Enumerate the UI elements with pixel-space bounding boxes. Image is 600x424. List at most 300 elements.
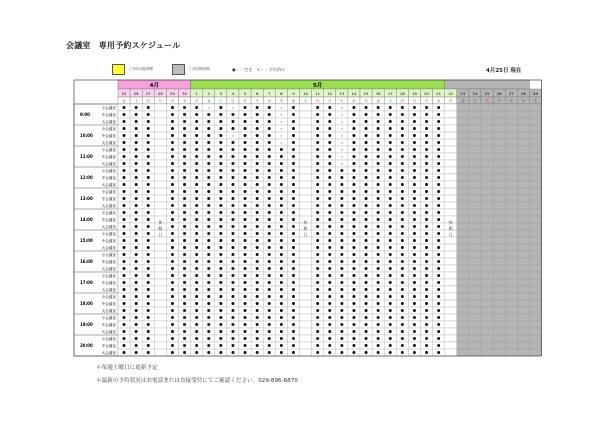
available-dot xyxy=(135,141,138,144)
schedule-cell xyxy=(481,244,493,251)
available-dot xyxy=(425,344,428,347)
available-dot xyxy=(437,344,440,347)
time-label: 12:00 xyxy=(80,175,93,180)
available-dot xyxy=(123,316,126,319)
schedule-cell xyxy=(154,146,166,153)
day-number: 2 xyxy=(207,90,210,96)
available-dot xyxy=(365,316,368,319)
available-dot xyxy=(231,162,234,165)
available-dot xyxy=(268,232,271,235)
schedule-cell xyxy=(457,195,469,202)
available-dot xyxy=(340,190,343,193)
available-dot xyxy=(413,239,416,242)
available-dot xyxy=(292,204,295,207)
schedule-cell xyxy=(154,104,166,111)
available-dot xyxy=(316,239,319,242)
available-dot xyxy=(219,127,222,130)
available-dot xyxy=(377,232,380,235)
day-number: 24 xyxy=(472,90,478,96)
schedule-cell xyxy=(300,258,312,265)
available-dot xyxy=(147,113,150,116)
available-dot xyxy=(268,155,271,158)
available-dot xyxy=(207,323,210,326)
room-label: 中会議室 xyxy=(101,302,116,306)
available-dot xyxy=(219,316,222,319)
schedule-cell xyxy=(445,314,457,321)
available-dot xyxy=(244,211,247,214)
available-dot xyxy=(328,197,331,200)
available-dot xyxy=(352,197,355,200)
available-dot xyxy=(147,197,150,200)
available-dot xyxy=(437,218,440,221)
room-label: 大会議室 xyxy=(101,120,116,124)
available-dot xyxy=(183,197,186,200)
available-dot xyxy=(401,225,404,228)
available-dot xyxy=(280,281,283,284)
available-dot xyxy=(377,337,380,340)
available-dot xyxy=(328,288,331,291)
available-dot xyxy=(437,106,440,109)
available-dot xyxy=(135,302,138,305)
day-number: 29 xyxy=(170,90,175,96)
schedule-cell xyxy=(481,160,493,167)
available-dot xyxy=(219,204,222,207)
weekday-label: 火 xyxy=(170,99,175,103)
available-dot xyxy=(352,232,355,235)
available-dot xyxy=(292,253,295,256)
available-dot xyxy=(207,162,210,165)
schedule-cell xyxy=(154,195,166,202)
schedule-cell xyxy=(457,209,469,216)
available-dot xyxy=(219,113,222,116)
available-dot xyxy=(231,176,234,179)
weekday-label: 土 xyxy=(303,99,308,103)
schedule-cell xyxy=(445,104,457,111)
available-dot xyxy=(413,274,416,277)
available-dot xyxy=(195,134,198,137)
reserved-mark: × xyxy=(279,127,283,132)
available-dot xyxy=(268,211,271,214)
available-dot xyxy=(219,197,222,200)
available-dot xyxy=(147,232,150,235)
available-dot xyxy=(328,134,331,137)
available-dot xyxy=(352,183,355,186)
available-dot xyxy=(340,183,343,186)
day-number: 17 xyxy=(387,90,393,96)
schedule-cell xyxy=(529,118,541,125)
schedule-cell xyxy=(300,314,312,321)
available-dot xyxy=(316,113,319,116)
available-dot xyxy=(268,197,271,200)
schedule-cell xyxy=(481,251,493,258)
available-dot xyxy=(256,204,259,207)
available-dot xyxy=(389,190,392,193)
available-dot xyxy=(316,316,319,319)
schedule-cell xyxy=(481,307,493,314)
room-label: 小会議室 xyxy=(101,211,116,215)
available-dot xyxy=(425,127,428,130)
schedule-cell xyxy=(481,167,493,174)
available-dot xyxy=(135,218,138,221)
available-dot xyxy=(123,176,126,179)
available-dot xyxy=(256,288,259,291)
available-dot xyxy=(377,155,380,158)
available-dot xyxy=(147,253,150,256)
schedule-cell xyxy=(300,286,312,293)
schedule-cell xyxy=(529,139,541,146)
schedule-cell xyxy=(505,118,517,125)
available-dot xyxy=(195,169,198,172)
available-dot xyxy=(244,169,247,172)
available-dot xyxy=(147,344,150,347)
available-dot xyxy=(413,316,416,319)
weekday-label: 火 xyxy=(340,99,344,103)
available-dot xyxy=(231,204,234,207)
room-label: 中会議室 xyxy=(101,197,116,201)
available-dot xyxy=(244,260,247,263)
as-of-date: 4月25日 現在 xyxy=(486,68,522,74)
available-dot xyxy=(195,281,198,284)
available-dot xyxy=(437,162,440,165)
available-dot xyxy=(231,197,234,200)
available-dot xyxy=(413,120,416,123)
schedule-cell xyxy=(300,125,312,132)
schedule-cell xyxy=(517,328,529,335)
available-dot xyxy=(171,351,174,354)
available-dot xyxy=(328,344,331,347)
available-dot xyxy=(316,302,319,305)
available-dot xyxy=(244,288,247,291)
schedule-cell xyxy=(505,174,517,181)
available-dot xyxy=(413,344,416,347)
available-dot xyxy=(231,351,234,354)
time-label: 15:00 xyxy=(80,238,93,243)
room-label: 小会議室 xyxy=(101,148,116,152)
available-dot xyxy=(183,211,186,214)
room-label: 大会議室 xyxy=(101,225,116,229)
available-dot xyxy=(231,316,234,319)
available-dot xyxy=(123,309,126,312)
schedule-cell xyxy=(154,244,166,251)
available-dot xyxy=(413,204,416,207)
available-dot xyxy=(244,113,247,116)
room-label: 中会議室 xyxy=(101,260,116,264)
available-dot xyxy=(292,218,295,221)
available-dot xyxy=(268,288,271,291)
day-number: 3 xyxy=(219,90,223,96)
available-dot xyxy=(219,344,222,347)
schedule-cell xyxy=(469,293,481,300)
available-dot xyxy=(413,176,416,179)
available-dot xyxy=(195,337,198,340)
available-dot xyxy=(207,239,210,242)
available-dot xyxy=(340,267,343,270)
available-dot xyxy=(183,330,186,333)
available-dot xyxy=(437,134,440,137)
available-dot xyxy=(123,281,126,284)
available-dot xyxy=(171,323,174,326)
schedule-cell xyxy=(457,286,469,293)
time-label: 13:00 xyxy=(80,196,93,201)
available-dot xyxy=(437,337,440,340)
available-dot xyxy=(328,113,331,116)
available-dot xyxy=(171,148,174,151)
available-dot xyxy=(123,260,126,263)
available-dot xyxy=(219,176,222,179)
available-dot xyxy=(401,162,404,165)
room-label: 小会議室 xyxy=(101,274,116,278)
available-dot xyxy=(401,183,404,186)
available-dot xyxy=(268,148,271,151)
available-dot xyxy=(256,330,259,333)
available-dot xyxy=(171,204,174,207)
schedule-cell xyxy=(300,139,312,146)
available-dot xyxy=(123,113,126,116)
available-dot xyxy=(207,211,210,214)
available-dot xyxy=(256,351,259,354)
day-number: 30 xyxy=(182,90,187,96)
available-dot xyxy=(171,218,174,221)
schedule-cell xyxy=(517,335,529,342)
available-dot xyxy=(292,232,295,235)
available-dot xyxy=(171,295,174,298)
available-dot xyxy=(389,239,392,242)
available-dot xyxy=(425,253,428,256)
available-dot xyxy=(268,190,271,193)
schedule-cell xyxy=(445,139,457,146)
available-dot xyxy=(316,288,319,291)
schedule-cell xyxy=(529,132,541,139)
available-dot xyxy=(171,267,174,270)
schedule-cell xyxy=(517,300,529,307)
day-number: 21 xyxy=(436,90,442,96)
available-dot xyxy=(123,183,126,186)
available-dot xyxy=(268,351,271,354)
available-dot xyxy=(340,211,343,214)
available-dot xyxy=(365,204,368,207)
weekday-label: 金 xyxy=(206,99,211,103)
schedule-cell xyxy=(457,202,469,209)
available-dot xyxy=(377,267,380,270)
available-dot xyxy=(413,253,416,256)
schedule-cell xyxy=(469,272,481,279)
available-dot xyxy=(365,302,368,305)
schedule-cell xyxy=(481,314,493,321)
available-dot xyxy=(195,330,198,333)
room-label: 小会議室 xyxy=(101,253,116,257)
available-dot xyxy=(256,253,259,256)
schedule-cell xyxy=(300,265,312,272)
schedule-cell xyxy=(493,314,505,321)
schedule-cell xyxy=(517,342,529,349)
available-dot xyxy=(328,176,331,179)
available-dot xyxy=(219,267,222,270)
available-dot xyxy=(340,176,343,179)
schedule-cell xyxy=(529,307,541,314)
available-dot xyxy=(413,288,416,291)
available-dot xyxy=(268,316,271,319)
schedule-cell xyxy=(493,349,505,356)
available-dot xyxy=(123,141,126,144)
schedule-cell xyxy=(445,188,457,195)
available-dot xyxy=(244,120,247,123)
available-dot xyxy=(135,344,138,347)
schedule-cell xyxy=(529,251,541,258)
available-dot xyxy=(195,288,198,291)
schedule-cell xyxy=(154,174,166,181)
available-dot xyxy=(244,337,247,340)
available-dot xyxy=(135,316,138,319)
available-dot xyxy=(219,351,222,354)
available-dot xyxy=(352,120,355,123)
available-dot xyxy=(147,190,150,193)
schedule-cell xyxy=(154,258,166,265)
available-dot xyxy=(413,218,416,221)
schedule-cell xyxy=(505,321,517,328)
schedule-cell xyxy=(481,230,493,237)
available-dot xyxy=(219,288,222,291)
schedule-cell xyxy=(457,167,469,174)
available-dot xyxy=(207,281,210,284)
schedule-cell xyxy=(445,209,457,216)
day-number: 29 xyxy=(533,90,538,96)
available-dot xyxy=(389,176,392,179)
schedule-cell xyxy=(529,181,541,188)
available-dot xyxy=(147,134,150,137)
available-dot xyxy=(123,302,126,305)
available-dot xyxy=(207,204,210,207)
available-dot xyxy=(135,148,138,151)
available-dot xyxy=(425,260,428,263)
available-dot xyxy=(244,183,247,186)
available-dot xyxy=(413,267,416,270)
available-dot xyxy=(352,274,355,277)
available-dot xyxy=(219,232,222,235)
available-dot xyxy=(135,225,138,228)
available-dot xyxy=(437,169,440,172)
schedule-cell xyxy=(481,125,493,132)
available-dot xyxy=(401,148,404,151)
available-dot xyxy=(377,183,380,186)
schedule-cell xyxy=(445,265,457,272)
available-dot xyxy=(316,190,319,193)
available-dot xyxy=(377,260,380,263)
available-dot xyxy=(437,288,440,291)
available-dot xyxy=(365,218,368,221)
available-dot xyxy=(316,169,319,172)
available-dot xyxy=(183,113,186,116)
available-dot xyxy=(365,106,368,109)
available-dot xyxy=(256,302,259,305)
weekday-label: 金 xyxy=(291,99,296,103)
schedule-cell xyxy=(469,188,481,195)
closed-day-label: 休 xyxy=(303,220,308,225)
available-dot xyxy=(365,197,368,200)
closed-day-label: 休 xyxy=(158,220,163,225)
available-dot xyxy=(365,253,368,256)
available-dot xyxy=(207,183,210,186)
available-dot xyxy=(365,225,368,228)
time-label: 19:00 xyxy=(80,322,93,327)
available-dot xyxy=(231,127,234,130)
available-dot xyxy=(352,260,355,263)
available-dot xyxy=(207,344,210,347)
available-dot xyxy=(316,309,319,312)
schedule-cell xyxy=(445,174,457,181)
available-dot xyxy=(425,316,428,319)
available-dot xyxy=(280,225,283,228)
available-dot xyxy=(340,232,343,235)
schedule-cell xyxy=(517,195,529,202)
available-dot xyxy=(401,190,404,193)
available-dot xyxy=(365,176,368,179)
schedule-cell xyxy=(469,209,481,216)
schedule-cell xyxy=(457,216,469,223)
weekday-label: 水 xyxy=(267,99,272,103)
schedule-cell xyxy=(529,167,541,174)
available-dot xyxy=(123,225,126,228)
available-dot xyxy=(316,274,319,277)
available-dot xyxy=(183,295,186,298)
weekday-label: 金 xyxy=(461,99,465,103)
available-dot xyxy=(147,218,150,221)
day-number: 13 xyxy=(339,90,345,96)
available-dot xyxy=(231,323,234,326)
available-dot xyxy=(292,176,295,179)
available-dot xyxy=(389,127,392,130)
available-dot xyxy=(207,288,210,291)
available-dot xyxy=(219,225,222,228)
schedule-cell xyxy=(154,153,166,160)
available-dot xyxy=(123,197,126,200)
available-dot xyxy=(292,330,295,333)
schedule-cell xyxy=(529,146,541,153)
available-dot xyxy=(147,155,150,158)
available-dot xyxy=(401,169,404,172)
available-dot xyxy=(219,246,222,249)
room-label: 中会議室 xyxy=(101,134,116,138)
day-number: 11 xyxy=(315,90,321,96)
available-dot xyxy=(219,169,222,172)
available-dot xyxy=(401,323,404,326)
weekday-label: 火 xyxy=(424,99,429,103)
day-number: 27 xyxy=(508,90,514,96)
schedule-cell xyxy=(481,174,493,181)
available-dot xyxy=(171,113,174,116)
schedule-cell xyxy=(154,111,166,118)
weekday-label: 木 xyxy=(364,99,368,103)
available-dot xyxy=(389,183,392,186)
available-dot xyxy=(135,197,138,200)
available-dot xyxy=(352,253,355,256)
available-dot xyxy=(316,155,319,158)
weekday-label: 土 xyxy=(388,99,393,103)
available-dot xyxy=(401,197,404,200)
available-dot xyxy=(256,190,259,193)
available-dot xyxy=(352,323,355,326)
reserved-mark: × xyxy=(340,113,344,118)
day-number: 25 xyxy=(484,90,490,96)
available-dot xyxy=(377,134,380,137)
available-dot xyxy=(231,295,234,298)
reserved-mark: × xyxy=(340,162,344,167)
available-dot xyxy=(437,155,440,158)
available-dot xyxy=(256,155,259,158)
schedule-cell xyxy=(300,237,312,244)
day-number: 1 xyxy=(195,90,198,96)
schedule-cell xyxy=(505,230,517,237)
day-number: 16 xyxy=(375,90,381,96)
